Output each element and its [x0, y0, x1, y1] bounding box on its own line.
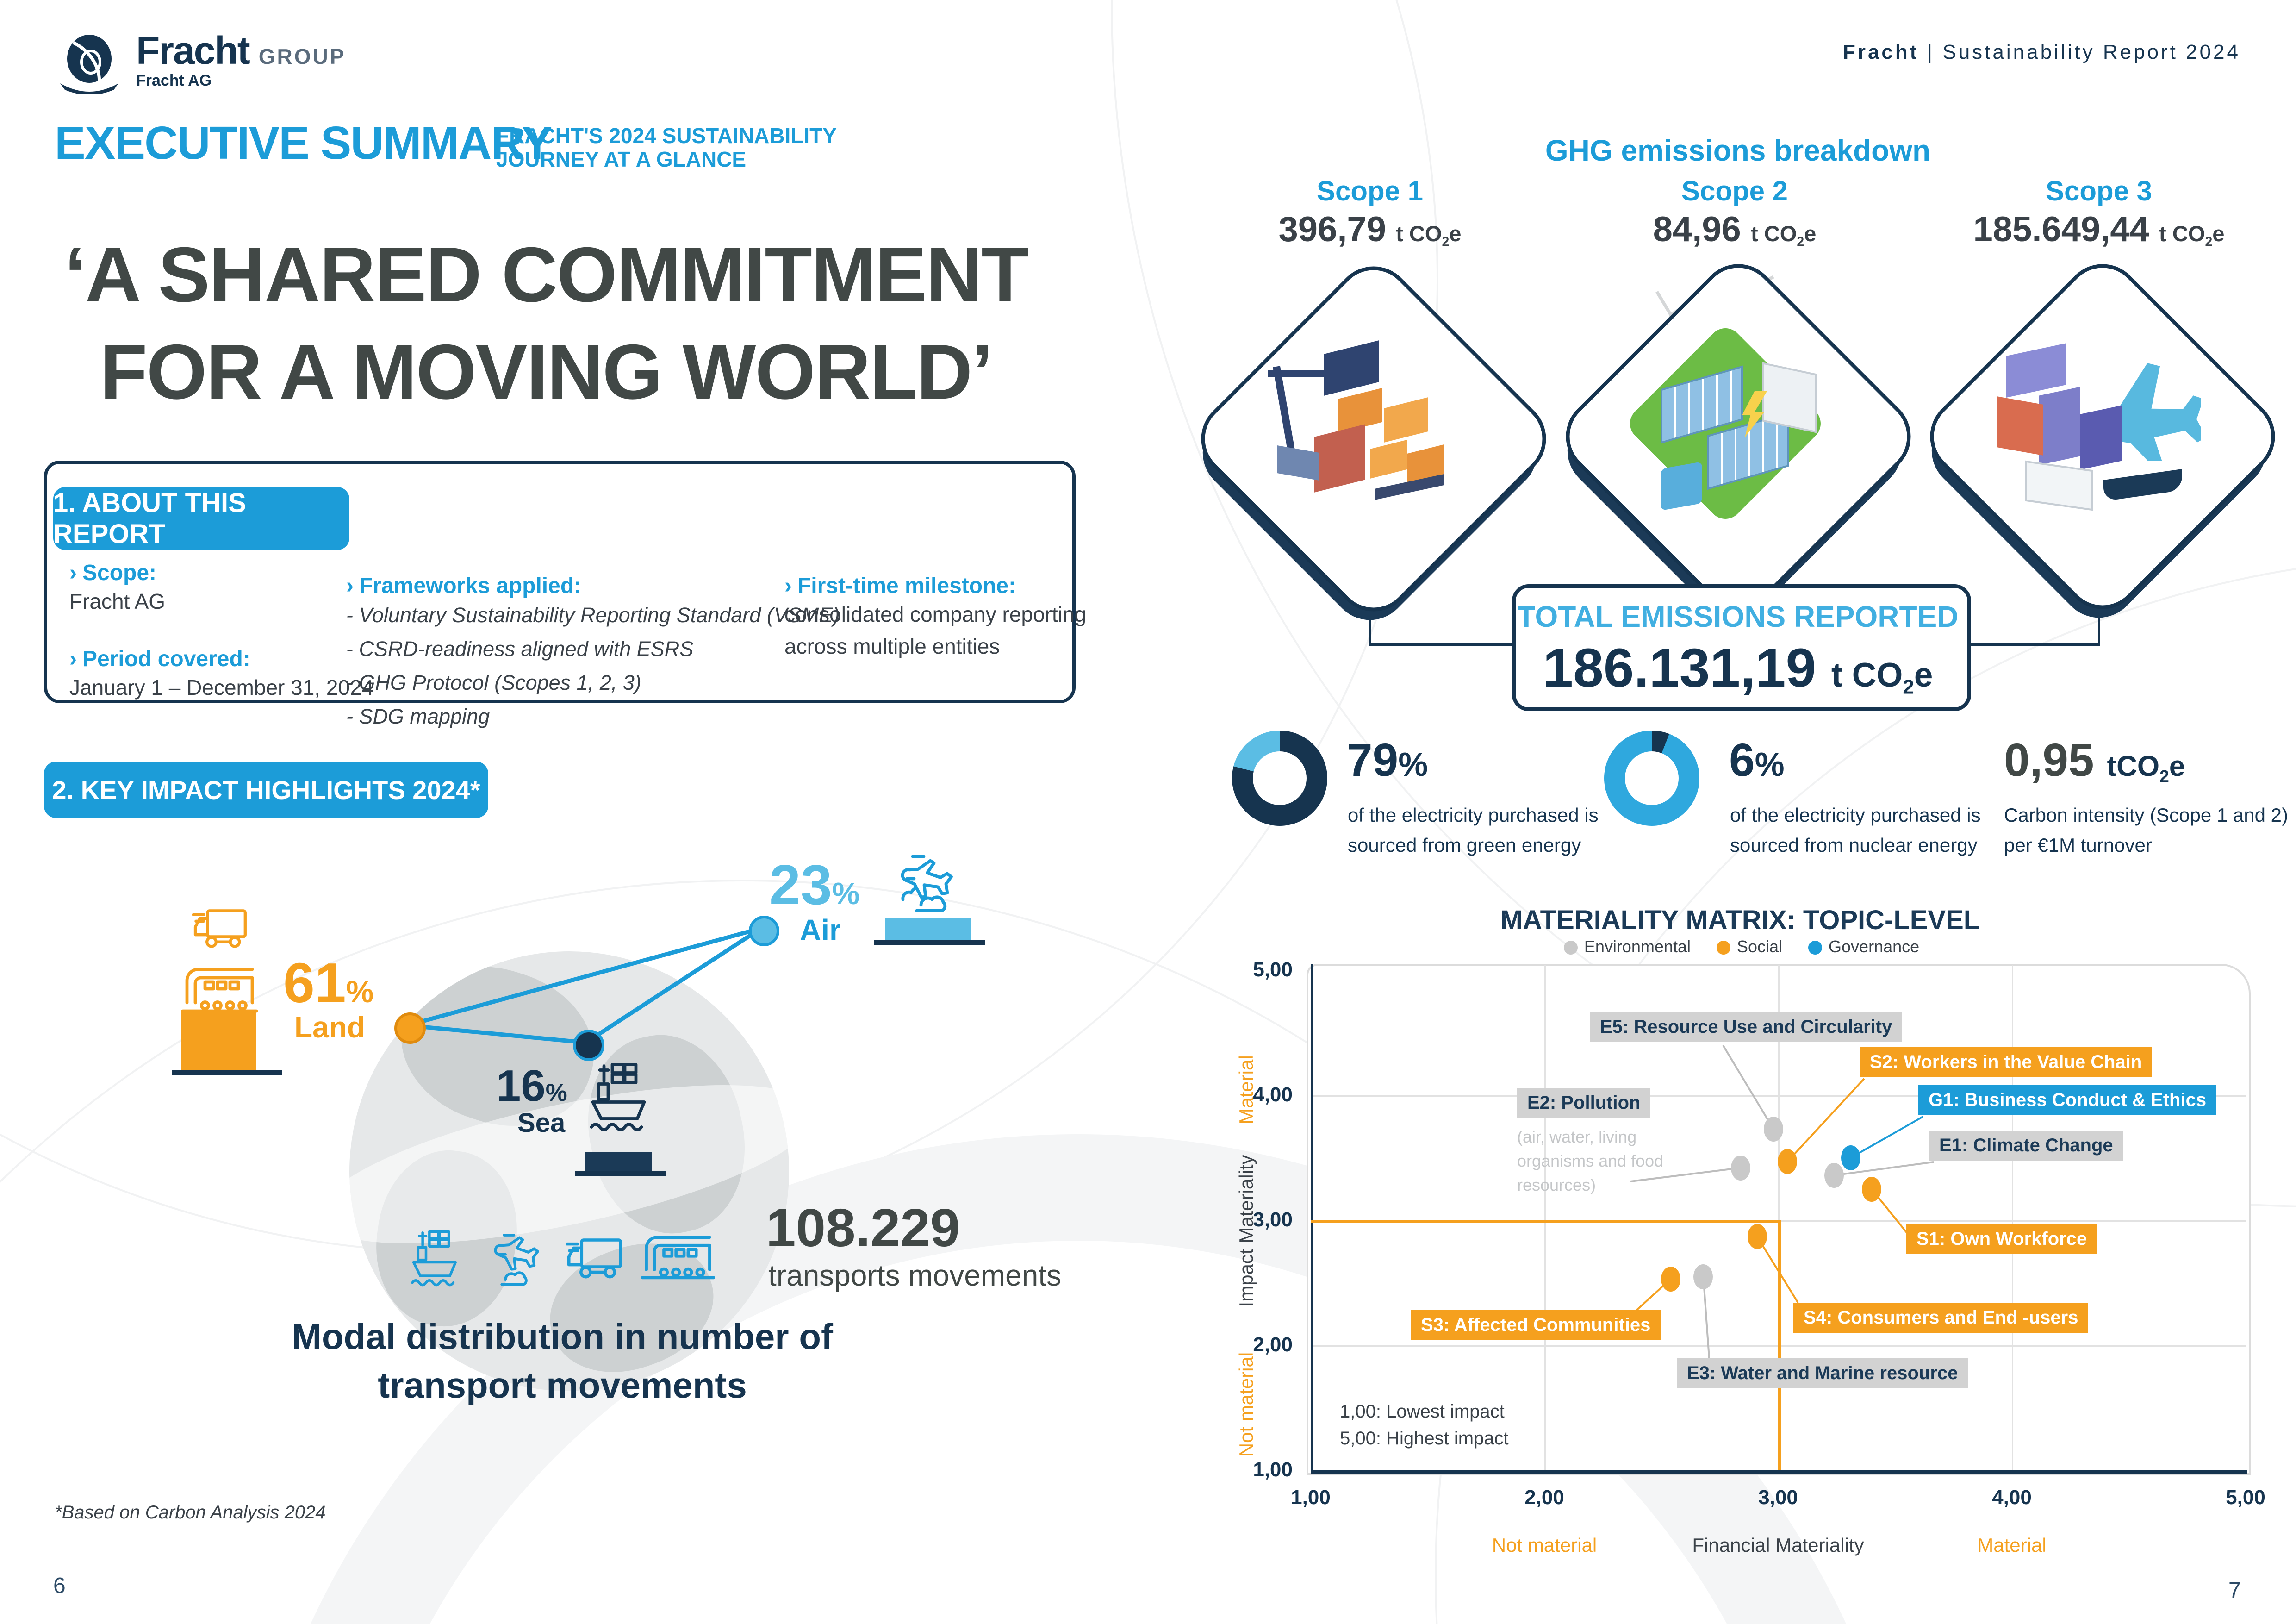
headline-quote-line1: ‘A SHARED COMMITMENT	[64, 231, 1028, 318]
matrix-point-s4	[1748, 1224, 1767, 1249]
air-label: Air	[800, 913, 841, 947]
period-value: January 1 – December 31, 2024	[69, 675, 374, 700]
matrix-note: 1,00: Lowest impact 5,00: Highest impact	[1340, 1401, 1509, 1449]
about-frameworks	[346, 573, 840, 734]
truck-icon	[566, 1235, 633, 1284]
y-axis-label: Impact Materiality	[1235, 1155, 1257, 1307]
headline-quote	[42, 226, 1051, 420]
scope1-illustration	[1240, 306, 1500, 565]
ship-icon	[407, 1226, 470, 1288]
materiality-matrix: MATERIALITY MATRIX: TOPIC-LEVEL Environmental Social Governance E5: Resource Use and Circularity E2: Pollution (air, water, living organisms and food resources) S2: Workers in the Value Chain G1: Business Conduct & Ethics E1: Climate Change S1: Own Workforce S4: Consumers and End -users S3: Affected Communities E3: Water and Marine resource 1,00 2,00 3,00 4,00 5,00 1,00 2,00 3,00 4,00 5,00 Not material Financial Materiality Material Material Impact Materiality Not material 1,00: Lowest impact 5,00: Highest impact	[1235, 905, 2265, 1556]
legend-dot-icon	[1808, 941, 1822, 955]
air-bar	[885, 918, 971, 941]
framework-item: - GHG Protocol (Scopes 1, 2, 3)	[346, 670, 641, 694]
truck-icon	[192, 906, 257, 953]
headline-quote-line2: FOR A MOVING WORLD’	[100, 328, 993, 415]
scope2-value: 84,96 t $CO_2e$	[1653, 210, 1817, 249]
milestone-line1: consolidated company reporting	[784, 602, 1087, 626]
airplane-icon	[893, 851, 963, 920]
scope2-header: Scope 2	[1681, 175, 1788, 206]
sea-bar-baseline	[575, 1171, 666, 1176]
airplane-icon	[485, 1229, 550, 1289]
matrix-topic-label-e1: E1: Climate Change	[1929, 1131, 2123, 1161]
matrix-point-s1	[1862, 1177, 1881, 1202]
green-energy-percent: 79%	[1347, 734, 1428, 786]
land-label: Land	[294, 1011, 365, 1044]
land-bar-baseline	[172, 1070, 282, 1075]
framework-item: - CSRD-readiness aligned with ESRS	[346, 637, 694, 661]
fracht-logo-icon	[55, 33, 124, 96]
logo-subtitle: Fracht AG	[136, 72, 212, 89]
train-icon	[641, 1226, 715, 1284]
nuclear-energy-donut	[1604, 731, 1699, 826]
legend-dot-icon	[1717, 941, 1730, 955]
matrix-topic-label-e3: E3: Water and Marine resource	[1677, 1358, 1968, 1388]
about-scope	[69, 560, 373, 704]
scope2-illustration	[1605, 303, 1864, 562]
sea-label: Sea	[517, 1108, 566, 1138]
sea-dot	[573, 1030, 604, 1061]
sea-percent: 16%	[496, 1061, 567, 1111]
footnote: *Based on Carbon Analysis 2024	[55, 1502, 326, 1523]
section-title: EXECUTIVE SUMMARY	[55, 117, 552, 169]
scope-label: Scope:	[82, 561, 157, 585]
scope-value: Fracht AG	[69, 589, 166, 613]
about-report-badge: 1. ABOUT THIS REPORT	[53, 487, 349, 550]
x-zone-material: Material	[1977, 1534, 2047, 1556]
scope3-value: 185.649,44 t $CO_2e$	[1973, 210, 2225, 249]
section-subtitle-line2: JOURNEY AT A GLANCE	[496, 147, 747, 171]
x-axis-label: Financial Materiality	[1692, 1534, 1864, 1556]
land-dot	[394, 1012, 426, 1044]
transport-count-label: transports movements	[768, 1259, 1062, 1292]
total-emissions-label: TOTAL EMISSIONS REPORTED	[1517, 600, 1959, 633]
matrix-point-e3	[1693, 1264, 1713, 1289]
logo-name: Fracht	[136, 29, 249, 72]
milestone-line2: across multiple entities	[784, 634, 1000, 658]
report-header-separator: |	[1927, 41, 1935, 63]
report-header	[1843, 41, 2240, 64]
matrix-legend: Environmental Social Governance	[1436, 937, 2047, 956]
sea-bar	[585, 1152, 652, 1172]
page-number-right: 7	[2228, 1578, 2241, 1603]
scope3-illustration	[1969, 303, 2228, 562]
matrix-point-s2	[1778, 1149, 1797, 1174]
frameworks-label: Frameworks applied:	[359, 574, 582, 598]
matrix-point-e2	[1731, 1156, 1750, 1181]
x-zone-not-material: Not material	[1492, 1534, 1597, 1556]
matrix-point-g1	[1841, 1145, 1860, 1170]
y-zone-not-material: Not material	[1235, 1352, 1257, 1457]
report-header-title: Sustainability Report 2024	[1942, 41, 2240, 63]
transport-count: 108.229	[766, 1198, 960, 1258]
framework-item: - SDG mapping	[346, 704, 490, 728]
matrix-topic-label-s2: S2: Workers in the Value Chain	[1860, 1047, 2152, 1077]
milestone-label: First-time milestone:	[797, 574, 1016, 598]
modal-caption	[259, 1312, 865, 1410]
modal-caption-line1: Modal distribution in number of	[292, 1316, 833, 1357]
cargo-ship-icon	[589, 1056, 658, 1135]
legend-dot-icon	[1564, 941, 1578, 955]
air-dot	[749, 916, 779, 946]
matrix-topic-label-e5: E5: Resource Use and Circularity	[1590, 1012, 1902, 1042]
section-subtitle-line1: FRACHT'S 2024 SUSTAINABILITY	[496, 124, 837, 148]
nuclear-energy-text: of the electricity purchased is sourced from nuclear energy	[1730, 804, 1981, 856]
page-number-left: 6	[53, 1574, 66, 1598]
train-icon	[181, 962, 258, 1013]
report-header-brand: Fracht	[1842, 41, 1919, 63]
framework-item: - Voluntary Sustainability Reporting Standard (VSME)	[346, 603, 840, 627]
total-emissions-value: 186.131,19 t $CO_2e$	[1543, 637, 1933, 699]
carbon-intensity-text: Carbon intensity (Scope 1 and 2) per €1M turnover	[2004, 804, 2289, 856]
logo-group: GROUP	[258, 44, 346, 69]
chevron-icon: ›	[784, 574, 792, 598]
matrix-topic-sublabel-e2: (air, water, living organisms and food resources)	[1517, 1127, 1664, 1195]
chevron-icon: ›	[69, 561, 77, 585]
carbon-intensity-value: 0,95 tCO$_2$e	[2004, 734, 2185, 786]
matrix-point-e1	[1824, 1163, 1844, 1188]
period-label: Period covered:	[82, 647, 250, 671]
y-zone-material: Material	[1235, 1055, 1257, 1124]
section-subtitle	[496, 124, 837, 171]
chevron-icon: ›	[346, 574, 354, 598]
highlights-badge: 2. KEY IMPACT HIGHLIGHTS 2024*	[44, 762, 488, 818]
about-milestone	[784, 573, 1086, 662]
scope1-value: 396,79 t $CO_2e$	[1278, 210, 1462, 249]
chevron-icon: ›	[69, 647, 77, 671]
matrix-point-e5	[1764, 1117, 1783, 1142]
matrix-topic-label-s1: S1: Own Workforce	[1906, 1224, 2097, 1254]
fracht-logo	[55, 29, 346, 96]
nuclear-energy-percent: 6%	[1729, 734, 1785, 786]
matrix-topic-label-g1: G1: Business Conduct & Ethics	[1918, 1085, 2216, 1115]
ghg-title: GHG emissions breakdown	[1545, 134, 1931, 167]
land-percent: 61%	[283, 951, 374, 1014]
scope1-header: Scope 1	[1316, 175, 1424, 206]
matrix-point-s3	[1661, 1267, 1680, 1292]
air-percent: 23%	[769, 853, 860, 916]
land-bar	[181, 1010, 256, 1071]
modal-caption-line2: transport movements	[378, 1365, 747, 1406]
matrix-title: MATERIALITY MATRIX: TOPIC-LEVEL	[1500, 905, 1980, 935]
matrix-topic-label-s4: S4: Consumers and End -users	[1793, 1303, 2088, 1333]
green-energy-text: of the electricity purchased is sourced from green energy	[1348, 804, 1599, 856]
green-energy-donut	[1232, 731, 1327, 826]
scope3-header: Scope 3	[2045, 175, 2153, 206]
matrix-topic-label-e2: E2: Pollution	[1517, 1088, 1650, 1118]
matrix-topic-label-s3: S3: Affected Communities	[1411, 1310, 1661, 1340]
air-bar-baseline	[874, 940, 985, 945]
